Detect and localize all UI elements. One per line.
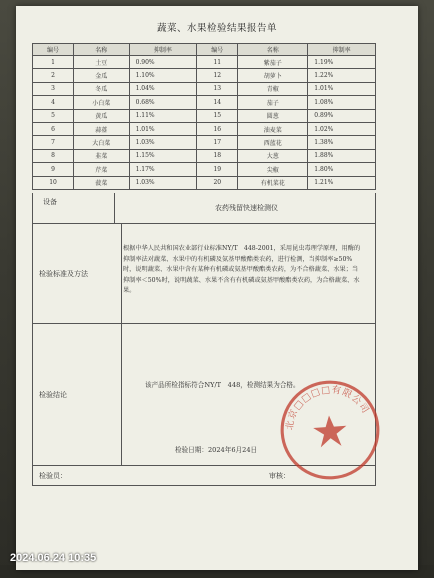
table-cell: 1.80% xyxy=(308,163,376,176)
reviewer-label: 审核： xyxy=(269,472,290,480)
table-cell: 油麦菜 xyxy=(238,122,308,135)
table-cell: 尖椒 xyxy=(238,163,308,176)
table-cell: 12 xyxy=(197,69,238,82)
table-cell: 6 xyxy=(33,122,74,135)
table-cell: 金瓜 xyxy=(74,69,130,82)
table-cell: 1.08% xyxy=(308,96,376,109)
basis-label: 检验标准及方法 xyxy=(33,224,122,323)
table-cell: 5 xyxy=(33,109,74,122)
table-cell: 大葱 xyxy=(238,149,308,162)
column-header: 抑制率 xyxy=(308,44,376,56)
table-row xyxy=(33,69,376,82)
table-row xyxy=(33,96,376,109)
company-seal-stamp xyxy=(274,374,385,485)
table-cell: 芹菜 xyxy=(74,163,130,176)
table-cell: 大白菜 xyxy=(74,136,130,149)
results-table xyxy=(32,43,376,190)
conclusion-text: 该产品所检指标符合NY/T 448，检测结果为合格。 xyxy=(145,381,300,389)
table-cell: 圆葱 xyxy=(238,109,308,122)
table-cell: 1.02% xyxy=(308,122,376,135)
table-cell: 黄瓜 xyxy=(74,109,130,122)
table-row xyxy=(33,109,376,122)
table-cell: 16 xyxy=(197,122,238,135)
table-cell: 0.90% xyxy=(129,56,197,69)
table-cell: 10 xyxy=(33,176,74,189)
table-cell: 1.17% xyxy=(129,163,197,176)
table-cell: 13 xyxy=(197,82,238,95)
conclusion-label: 检验结论 xyxy=(33,324,122,465)
table-cell: 1.21% xyxy=(308,176,376,189)
table-cell: 4 xyxy=(33,96,74,109)
table-cell: 1 xyxy=(33,56,74,69)
table-cell: 蒜薹 xyxy=(74,122,130,135)
table-row xyxy=(33,136,376,149)
table-cell: 1.03% xyxy=(129,176,197,189)
table-row xyxy=(33,149,376,162)
table-cell: 冬瓜 xyxy=(74,82,130,95)
table-cell: 15 xyxy=(197,109,238,122)
table-cell: 0.89% xyxy=(308,109,376,122)
table-cell: 有机菜花 xyxy=(238,176,308,189)
table-cell: 1.10% xyxy=(129,69,197,82)
basis-text: 根据中华人民共和国农业部行业标准NY/T 448-2001，采用昆虫毒理学原理，用酶的抑制率法对蔬菜、水果中的有机磷及氨基甲酸酯类农药，进行检测，当抑制率≥50%时，说明蔬菜、水果中含有某种有机磷或氨基甲酸酯类农药，为不合格蔬菜、水果；当抑制率＜50%时，说明蔬菜、水果不含有有机磷或氨基甲酸酯类农药，为合格蔬菜、水果。 xyxy=(123,245,361,294)
table-cell: 菠菜 xyxy=(74,176,130,189)
table-row xyxy=(33,122,376,135)
table-cell: 西蓝花 xyxy=(238,136,308,149)
table-cell: 19 xyxy=(197,163,238,176)
table-cell: 小白菜 xyxy=(74,96,130,109)
table-cell: 18 xyxy=(197,149,238,162)
photo-timestamp: 2024.06.24 10:35 xyxy=(10,552,97,564)
table-cell: 1.38% xyxy=(308,136,376,149)
report-sheet xyxy=(16,6,418,570)
table-cell: 1.15% xyxy=(129,149,197,162)
table-cell: 7 xyxy=(33,136,74,149)
table-cell: 3 xyxy=(33,82,74,95)
table-cell: 1.22% xyxy=(308,69,376,82)
table-cell: 土豆 xyxy=(74,56,130,69)
table-cell: 14 xyxy=(197,96,238,109)
table-row xyxy=(33,56,376,69)
table-row xyxy=(33,82,376,95)
inspector-label: 检验员： xyxy=(39,472,67,480)
table-cell: 0.68% xyxy=(129,96,197,109)
equipment-value: 农药残留快速检测仪 xyxy=(215,204,278,212)
column-header: 名称 xyxy=(74,44,130,56)
column-header: 名称 xyxy=(238,44,308,56)
table-cell: 1.01% xyxy=(129,122,197,135)
table-cell: 17 xyxy=(197,136,238,149)
table-cell: 11 xyxy=(197,56,238,69)
table-cell: 20 xyxy=(197,176,238,189)
table-row xyxy=(33,176,376,189)
table-header-row xyxy=(33,44,376,56)
table-row xyxy=(33,163,376,176)
table-cell: 1.88% xyxy=(308,149,376,162)
table-cell: 1.01% xyxy=(308,82,376,95)
svg-text:北京□□□□有限公司: 北京□□□□有限公司 xyxy=(284,384,372,431)
inspection-date: 检验日期：2024年6月24日 xyxy=(175,446,258,454)
basis-section xyxy=(32,224,376,324)
equipment-label: 设备 xyxy=(33,193,115,223)
table-cell: 1.11% xyxy=(129,109,197,122)
table-cell: 1.19% xyxy=(308,56,376,69)
table-cell: 2 xyxy=(33,69,74,82)
column-header: 编号 xyxy=(33,44,74,56)
table-cell: 韭菜 xyxy=(74,149,130,162)
equipment-section xyxy=(32,193,376,224)
table-cell: 紫茄子 xyxy=(238,56,308,69)
table-cell: 胡萝卜 xyxy=(238,69,308,82)
table-cell: 青椒 xyxy=(238,82,308,95)
table-cell: 9 xyxy=(33,163,74,176)
table-cell: 8 xyxy=(33,149,74,162)
report-title: 蔬菜、水果检验结果报告单 xyxy=(156,23,277,34)
column-header: 编号 xyxy=(197,44,238,56)
table-cell: 茄子 xyxy=(238,96,308,109)
column-header: 抑制率 xyxy=(129,44,197,56)
table-cell: 1.03% xyxy=(129,136,197,149)
table-cell: 1.04% xyxy=(129,82,197,95)
